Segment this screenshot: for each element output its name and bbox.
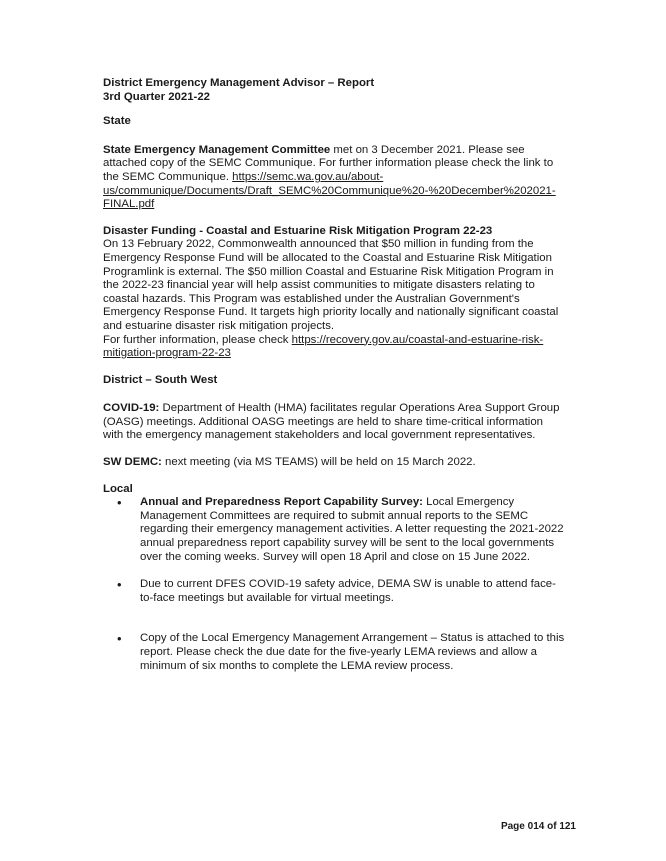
bullet-icon: • — [117, 631, 122, 647]
local-list — [103, 496, 565, 673]
report-content — [103, 77, 565, 673]
funding-section — [103, 225, 565, 361]
funding-heading: Disaster Funding - Coastal and Estuarine Risk Mitigation Program 22-23 — [103, 224, 493, 237]
semc-paragraph — [103, 144, 565, 212]
report-title-line2: 3rd Quarter 2021-22 — [103, 90, 211, 103]
local-heading: Local — [103, 482, 133, 495]
demc-paragraph — [103, 456, 565, 470]
covid-label: COVID-19: — [103, 402, 160, 415]
list-item — [103, 496, 565, 564]
semc-text: met on 3 December 2021. Please see attached copy of the SEMC Communique. For further information please check the link to the SEMC Communique. — [103, 143, 554, 183]
lema-status-text: Copy of the Local Emergency Management Arrangement – Status is attached to this report. Please check the due date for the five-yearly LEMA reviews and allow a minimum of six months to complete the LEMA review process. — [140, 632, 565, 672]
report-title — [103, 77, 565, 104]
semc-label: State Emergency Management Committee — [103, 143, 331, 156]
list-item — [103, 632, 565, 673]
funding-text: On 13 February 2022, Commonwealth announced that $50 million in funding from the Emergency Response Fund will be allocated to the Coastal and Estuarine Risk Mitigation Programlink is external. The $50 million Coastal and Estuarine Risk Mitigation Program in the 2022-23 financial year will help assist communities to mitigate disasters relating to coastal hazards. This Program was established under the Australian Government's Emergency Response Fund. It targets high priority locally and nationally significant coastal and estuarine disaster risk mitigation projects. — [103, 238, 559, 332]
report-title-line1: District Emergency Management Advisor – Report — [103, 77, 375, 89]
covid-text: Department of Health (HMA) facilitates regular Operations Area Support Group (OASG) meetings. Additional OASG meetings are held to share time-critical information with the emergency management stakeholders and local government representatives. — [103, 402, 560, 442]
state-heading: State — [103, 115, 131, 128]
covid-paragraph — [103, 402, 565, 443]
bullet-icon: • — [117, 577, 122, 593]
bullet-icon: • — [117, 495, 122, 511]
demc-text: next meeting (via MS TEAMS) will be held on 15 March 2022. — [161, 456, 476, 469]
survey-text: Local Emergency Management Committees are required to submit annual reports to the SEMC regarding their emergency management activities. A letter requesting the 2021-2022 annual preparedness report capability survey will be sent to the local governments over the coming weeks. Survey will open 18 April and close on 15 June 2022. — [140, 496, 564, 563]
recovery-program-link[interactable]: https://recovery.gov.au/coastal-and-estuarine-risk-mitigation-program-22-23 — [103, 333, 544, 360]
semc-communique-link[interactable]: https://semc.wa.gov.au/about-us/communique/Documents/Draft_SEMC%20Communique%20-%20December%202021-FINAL.pdf — [103, 170, 556, 211]
list-item — [103, 578, 565, 605]
dfes-advice-text: Due to current DFES COVID-19 safety advice, DEMA SW is unable to attend face-to-face meetings but available for virtual meetings. — [140, 578, 556, 604]
demc-label: SW DEMC: — [103, 456, 162, 469]
survey-label: Annual and Preparedness Report Capability Survey: — [140, 496, 423, 509]
funding-more-info — [103, 334, 565, 361]
funding-more-text: For further information, please check — [103, 333, 292, 346]
page-number: Page 014 of 121 — [500, 821, 576, 832]
district-heading: District – South West — [103, 373, 218, 386]
